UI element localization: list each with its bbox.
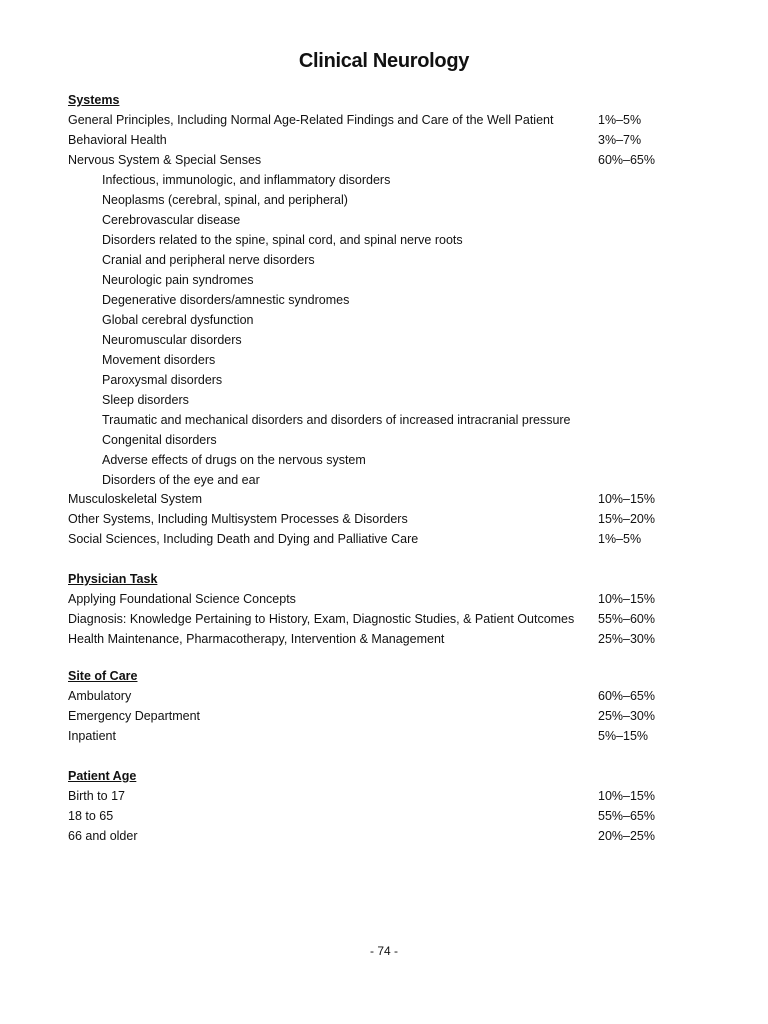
age-pct: 20%–25% — [598, 829, 655, 843]
subtopic-item: Sleep disorders — [102, 393, 189, 407]
subtopic-item: Infectious, immunologic, and inflammatory disorders — [102, 173, 391, 187]
site-pct: 5%–15% — [598, 729, 649, 743]
age-label: 18 to 65 — [68, 809, 114, 823]
general-principles-pct: 1%–5% — [598, 113, 642, 127]
site-label: Emergency Department — [68, 709, 201, 723]
task-pct: 25%–30% — [598, 632, 655, 646]
section-heading-site-of-care: Site of Care — [68, 669, 138, 683]
behavioral-health-pct: 3%–7% — [598, 133, 642, 147]
page-number: - 74 - — [369, 944, 398, 958]
task-label: Applying Foundational Science Concepts — [68, 592, 296, 606]
subtopic-item: Disorders related to the spine, spinal cord, and spinal nerve roots — [102, 233, 463, 247]
subtopic-item: Neurologic pain syndromes — [102, 273, 254, 287]
task-label: Diagnosis: Knowledge Pertaining to History, Exam, Diagnostic Studies, & Patient Outcomes — [68, 612, 575, 626]
musculoskeletal-pct: 10%–15% — [598, 492, 655, 506]
nervous-system-pct: 60%–65% — [598, 153, 655, 167]
behavioral-health-label: Behavioral Health — [68, 133, 167, 147]
subtopic-item: Paroxysmal disorders — [102, 373, 223, 387]
section-heading-patient-age: Patient Age — [68, 769, 137, 783]
subtopic-item: Global cerebral dysfunction — [102, 313, 254, 327]
age-label: Birth to 17 — [68, 789, 125, 803]
subtopic-item: Disorders of the eye and ear — [102, 473, 260, 487]
task-pct: 55%–60% — [598, 612, 655, 626]
subtopic-item: Neoplasms (cerebral, spinal, and peripheral) — [102, 193, 348, 207]
general-principles-label: General Principles, Including Normal Age-Related Findings and Care of the Well Patient — [68, 113, 554, 127]
nervous-system-label: Nervous System & Special Senses — [68, 153, 262, 167]
section-heading-systems: Systems — [68, 93, 120, 107]
site-pct: 25%–30% — [598, 709, 655, 723]
subtopic-item: Degenerative disorders/amnestic syndromes — [102, 293, 350, 307]
site-pct: 60%–65% — [598, 689, 655, 703]
page-title: Clinical Neurology — [298, 50, 470, 72]
subtopic-item: Traumatic and mechanical disorders and disorders of increased intracranial pressure — [102, 413, 571, 427]
section-heading-physician-task: Physician Task — [68, 572, 158, 586]
other-systems-pct: 15%–20% — [598, 512, 655, 526]
site-label: Ambulatory — [68, 689, 132, 703]
age-label: 66 and older — [68, 829, 138, 843]
subtopic-item: Neuromuscular disorders — [102, 333, 242, 347]
other-systems-label: Other Systems, Including Multisystem Processes & Disorders — [68, 512, 408, 526]
subtopic-item: Movement disorders — [102, 353, 216, 367]
task-label: Health Maintenance, Pharmacotherapy, Intervention & Management — [68, 632, 445, 646]
subtopic-item: Cerebrovascular disease — [102, 213, 241, 227]
site-label: Inpatient — [68, 729, 116, 743]
age-pct: 55%–65% — [598, 809, 655, 823]
subtopic-item: Cranial and peripheral nerve disorders — [102, 253, 315, 267]
social-sciences-label: Social Sciences, Including Death and Dying and Palliative Care — [68, 532, 419, 546]
age-pct: 10%–15% — [598, 789, 655, 803]
task-pct: 10%–15% — [598, 592, 655, 606]
social-sciences-pct: 1%–5% — [598, 532, 642, 546]
subtopic-item: Congenital disorders — [102, 433, 217, 447]
subtopic-item: Adverse effects of drugs on the nervous system — [102, 453, 366, 467]
musculoskeletal-label: Musculoskeletal System — [68, 492, 203, 506]
